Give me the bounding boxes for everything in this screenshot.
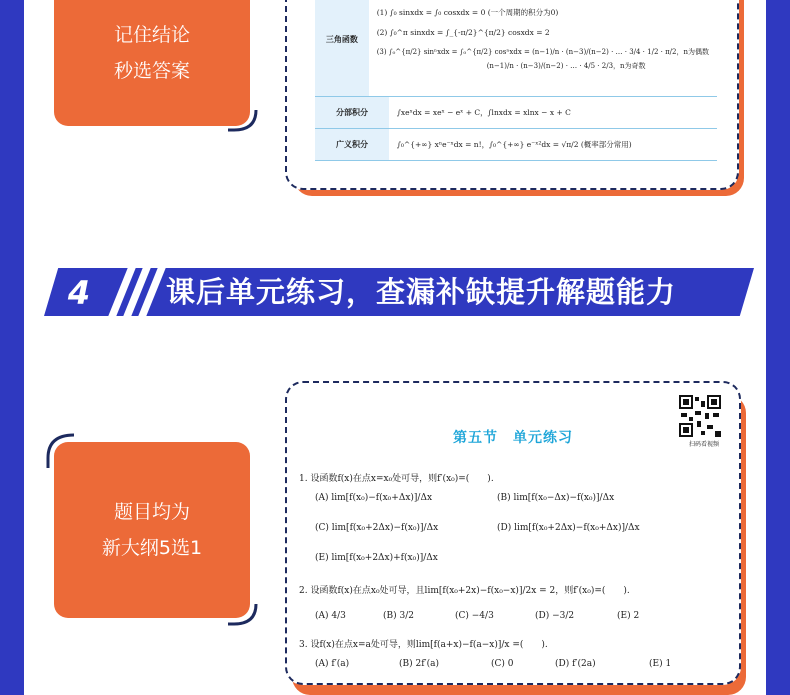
formula-line: (3) ∫₀^{π/2} sinⁿxdx = ∫₀^{π/2} cosⁿxdx = (n−1)/n · (n−3)/(n−2) · … · 3/4 · 1/2 · π/2，n为偶数 (376, 48, 709, 56)
section-title: 第五节 单元练习 (453, 430, 573, 446)
question-3: 3. 设f(x)在点x=a处可导，则lim[f(a+x)−f(a−x)]/x =( ). (299, 640, 548, 650)
option-3d: (D) f′(2a) (555, 659, 596, 669)
formula-line: ∫₀^{+∞} xⁿe⁻ˣdx = n!，∫₀^{+∞} e⁻ˣ²dx = √π/2 (概率部分常用) (397, 140, 632, 149)
option-1a: (A) lim[f(x₀)−f(x₀+Δx)]/Δx (315, 493, 433, 503)
option-1c: (C) lim[f(x₀+2Δx)−f(x₀)]/Δx (315, 523, 439, 533)
option-3a: (A) f′(a) (315, 659, 350, 669)
tip-card-memorize (54, 0, 250, 126)
option-1b: (B) lim[f(x₀−Δx)−f(x₀)]/Δx (497, 493, 615, 503)
option-2e: (E) 2 (617, 611, 640, 621)
banner-title: 课后单元练习，查漏补缺提升解题能力 (166, 275, 677, 309)
option-2c: (C) −4/3 (455, 611, 494, 621)
question-1: 1. 设函数f(x)在点x=x₀处可导，则f′(x₀)=( ). (299, 474, 494, 484)
tip-card-line: 秒选答案 (113, 60, 190, 82)
banner-number: 4 (67, 274, 91, 312)
tip-card-syllabus (54, 442, 250, 618)
formula-line: (1) ∫₀ sinxdx = ∫₀ cosxdx = 0 (一个周期的积分为0) (376, 8, 559, 17)
formula-line: (2) ∫₀^π sinxdx = ∫_{-π/2}^{π/2} cosxdx = 2 (376, 28, 550, 37)
option-2d: (D) −3/2 (535, 611, 575, 621)
formula-table (315, 0, 717, 161)
option-3b: (B) 2f′(a) (399, 659, 439, 669)
table-row (315, 97, 717, 129)
option-2a: (A) 4/3 (315, 611, 346, 621)
exercise-doc (285, 381, 741, 685)
option-3c: (C) 0 (491, 659, 514, 669)
formula-line: ∫xeˣdx = xeˣ − eˣ + C，∫lnxdx = xlnx − x + C (397, 108, 571, 117)
corner-accent-icon (226, 600, 260, 628)
option-1e: (E) lim[f(x₀+2Δx)+f(x₀)]/Δx (315, 553, 438, 563)
corner-accent-icon (226, 106, 260, 134)
option-1d: (D) lim[f(x₀+2Δx)−f(x₀+Δx)]/Δx (497, 523, 640, 533)
tip-card-line: 记住结论 (113, 24, 190, 46)
formula-line: (n−1)/n · (n−3)/(n−2) · … · 4/5 · 2/3，n为奇数 (486, 62, 646, 70)
option-3e: (E) 1 (649, 659, 672, 669)
option-2b: (B) 3/2 (383, 611, 414, 621)
row-head: 分部积分 (315, 97, 389, 128)
table-row (315, 129, 717, 161)
tip-card-line: 题目均为 (113, 501, 190, 523)
row-head: 三角函数 (315, 0, 369, 96)
formula-doc (285, 0, 739, 190)
qr-label: 扫码看视频 (688, 441, 719, 448)
table-row (315, 0, 717, 97)
tip-card-line: 新大纲5选1 (101, 537, 203, 559)
question-2: 2. 设函数f(x)在点x₀处可导，且lim[f(x₀+2x)−f(x₀−x)]/2x = 2，则f′(x₀)=( ). (299, 586, 630, 596)
row-head: 广义积分 (315, 129, 389, 160)
qr-code-icon[interactable] (679, 395, 721, 437)
